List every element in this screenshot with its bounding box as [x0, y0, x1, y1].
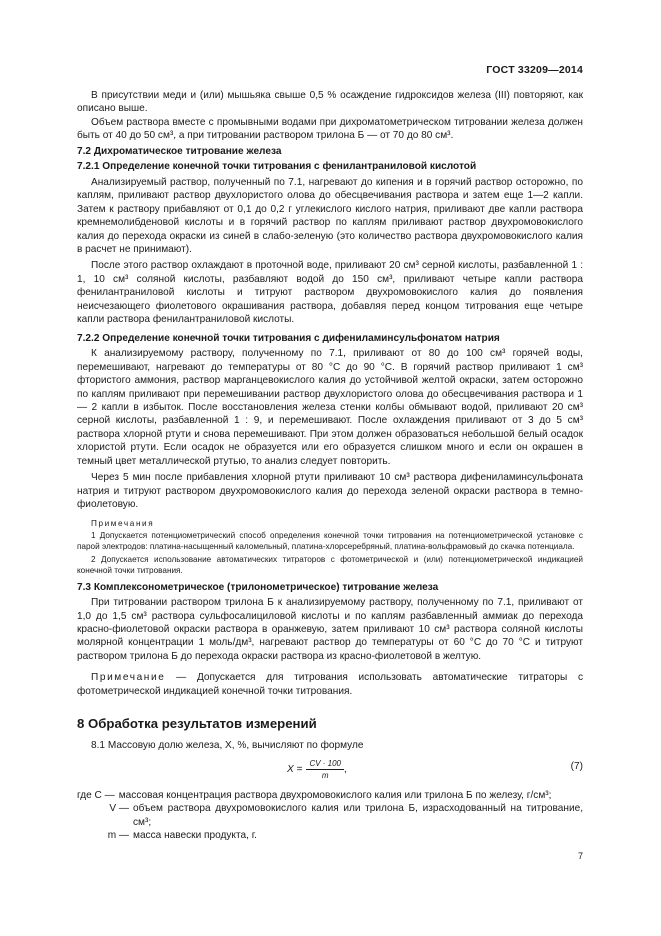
definition-row: [77, 829, 583, 842]
formula-tail: ,: [344, 763, 347, 775]
paragraph: После этого раствор охлаждают в проточной воде, приливают 20 см³ серной кислоты, разбавленной 1 : 1, 10 см³ соляной кислоты, разбавляют водой до 150 см³, приливают четыре капли раствора фенилантраниловой кислоты и титруют раствором двухромовокислого калия до появления неисчезающего фиолетового окрашивания раствора, добавляя перед концом титрования еще четыре капли раствора фенилантраниловой кислоты.: [77, 260, 583, 326]
section-7-3-title: 7.3 Комплексонометрическое (трилонометрическое) титрование железа: [77, 581, 439, 593]
notes-block: [77, 518, 583, 577]
note-paragraph: [77, 671, 583, 698]
variable-definitions: [77, 789, 583, 843]
paragraph: Анализируемый раствор, полученный по 7.1, нагревают до кипения и в горячий раствор осторожно, по каплям, приливают раствор двухлористого олова до обесцвечивания раствора и затем еще 1—2 капли. Затем к раствору прибавляют от 0,1 до 0,2 г углекислого кислого натрия, приливают две капли раствора кремнемолибденовой кислоты и в горячий раствор по каплям приливают раствор двухромовокислого калия до перехода окраски из синей в слабо-зеленую (это количество раствора двухромовокислого калия в расчет не принимают).: [77, 176, 583, 255]
paragraph: При титровании раствором трилона Б к анализируемому раствору, полученному по 7.1, приливают от 1,0 до 1,5 см³ раствора сульфосалициловой кислоты и по каплям разбавленный аммиак до перехода красно-фиолетовой окраски раствора в оранжевую, затем приливают 10 см³ раствора соляной кислоты молярной концентрации 1 моль/дм³, нагревают раствор до температуры от 60 °С до 70 °С и титруют раствором трилона Б до перехода окраски раствора из красно-фиолетовой в желтую.: [77, 597, 583, 662]
section-7-2-1-title: 7.2.1 Определение конечной точки титрования с фенилантраниловой кислотой: [77, 161, 477, 173]
formula-numerator: CV · 100: [306, 759, 344, 770]
page-number: 7: [577, 851, 583, 861]
page-content: [77, 89, 583, 843]
paragraph: Объем раствора вместе с промывными водами при дихроматометрическом титровании железа должен быть от 40 до 50 см³, а при титровании раствором трилона Б — от 70 до 80 см³.: [77, 116, 583, 142]
definition-text: объем раствора двухромовокислого калия или трилона Б, израсходованный на титрование, см³;: [133, 803, 583, 828]
definition-text: масса навески продукта, г.: [133, 830, 257, 842]
section-7-2-title: 7.2 Дихроматическое титрование железа: [77, 145, 282, 157]
definition-text: массовая концентрация раствора двухромовокислого калия или трилона Б по железу, г/см³;: [118, 789, 552, 801]
note-text: — Допускается для титрования использовать автоматические титраторы с фотометрической индикацией конечной точки титрования.: [77, 672, 583, 697]
formula-row: [77, 757, 583, 787]
paragraph: В присутствии меди и (или) мышьяка свыше 0,5 % осаждение гидроксидов железа (III) повторяют, как описано выше.: [77, 90, 583, 115]
definition-symbol: V —: [109, 803, 129, 815]
section-7-2-2-title: 7.2.2 Определение конечной точки титрования с дифениламинсульфонатом натрия: [77, 332, 500, 344]
notes-title: Примечания: [91, 518, 155, 528]
note-item: 1 Допускается потенциометрический способ определения конечной точки титрования на потенциометрической установке с парой электродов: платина-насыщенный каломельный, платина-хлорсеребряный, платина-вольфрамовый до скачка потенциала.: [77, 530, 583, 551]
equation-number: (7): [570, 760, 583, 772]
definition-row: [77, 789, 583, 802]
section-8-title: 8 Обработка результатов измерений: [77, 716, 317, 732]
paragraph: 8.1 Массовую долю железа, X, %, вычисляют по формуле: [91, 740, 364, 752]
formula-denominator: m: [321, 770, 329, 780]
formula: [287, 759, 347, 780]
note-item: 2 Допускается использование автоматических титраторов с фотометрической и (или) потенциометрической индикацией конечной точки титрования.: [77, 555, 583, 576]
paragraph: К анализируемому раствору, полученному по 7.1, приливают от 80 до 100 см³ горячей воды, перемешивают, нагревают до температуры от 80 °С до 90 °С. В горячий раствор приливают 1 см³ фтористого аммония, раствор марганцевокислого калия до устойчивой желтой окраски, затем осторожно по каплям приливают при перемешивании раствор двухлористого олова до обесцвечивания раствора и 1— 2 капли в избыток. После восстановления железа стенки колбы обмывают водой, приливают 20 см³ серной кислоты, разбавленной 1 : 9, и перемешивают. После охлаждения приливают от 3 до 5 см³ раствора хлорной ртути и снова перемешивают. При этом должен образоваться небольшой белый осадок хлористой ртути. Если осадок не образуется или его образуется слишком много и если он окрашен в темный цвет металлической ртутью, то анализ следует повторить.: [77, 348, 583, 467]
paragraph: Через 5 мин после прибавления хлорной ртути приливают 10 см³ раствора дифениламинсульфоната натрия и титруют раствором двухромовокислого калия до перехода зеленой окраски раствора в темно-фиолетовую.: [77, 472, 583, 511]
definition-symbol: где C —: [77, 789, 115, 801]
formula-lhs: X =: [287, 763, 303, 775]
definition-row: [77, 802, 583, 829]
formula-fraction: [306, 759, 344, 780]
standard-header: ГОСТ 33209—2014: [486, 64, 583, 76]
note-label: Примечание: [91, 672, 166, 684]
definition-symbol: m —: [107, 830, 129, 842]
